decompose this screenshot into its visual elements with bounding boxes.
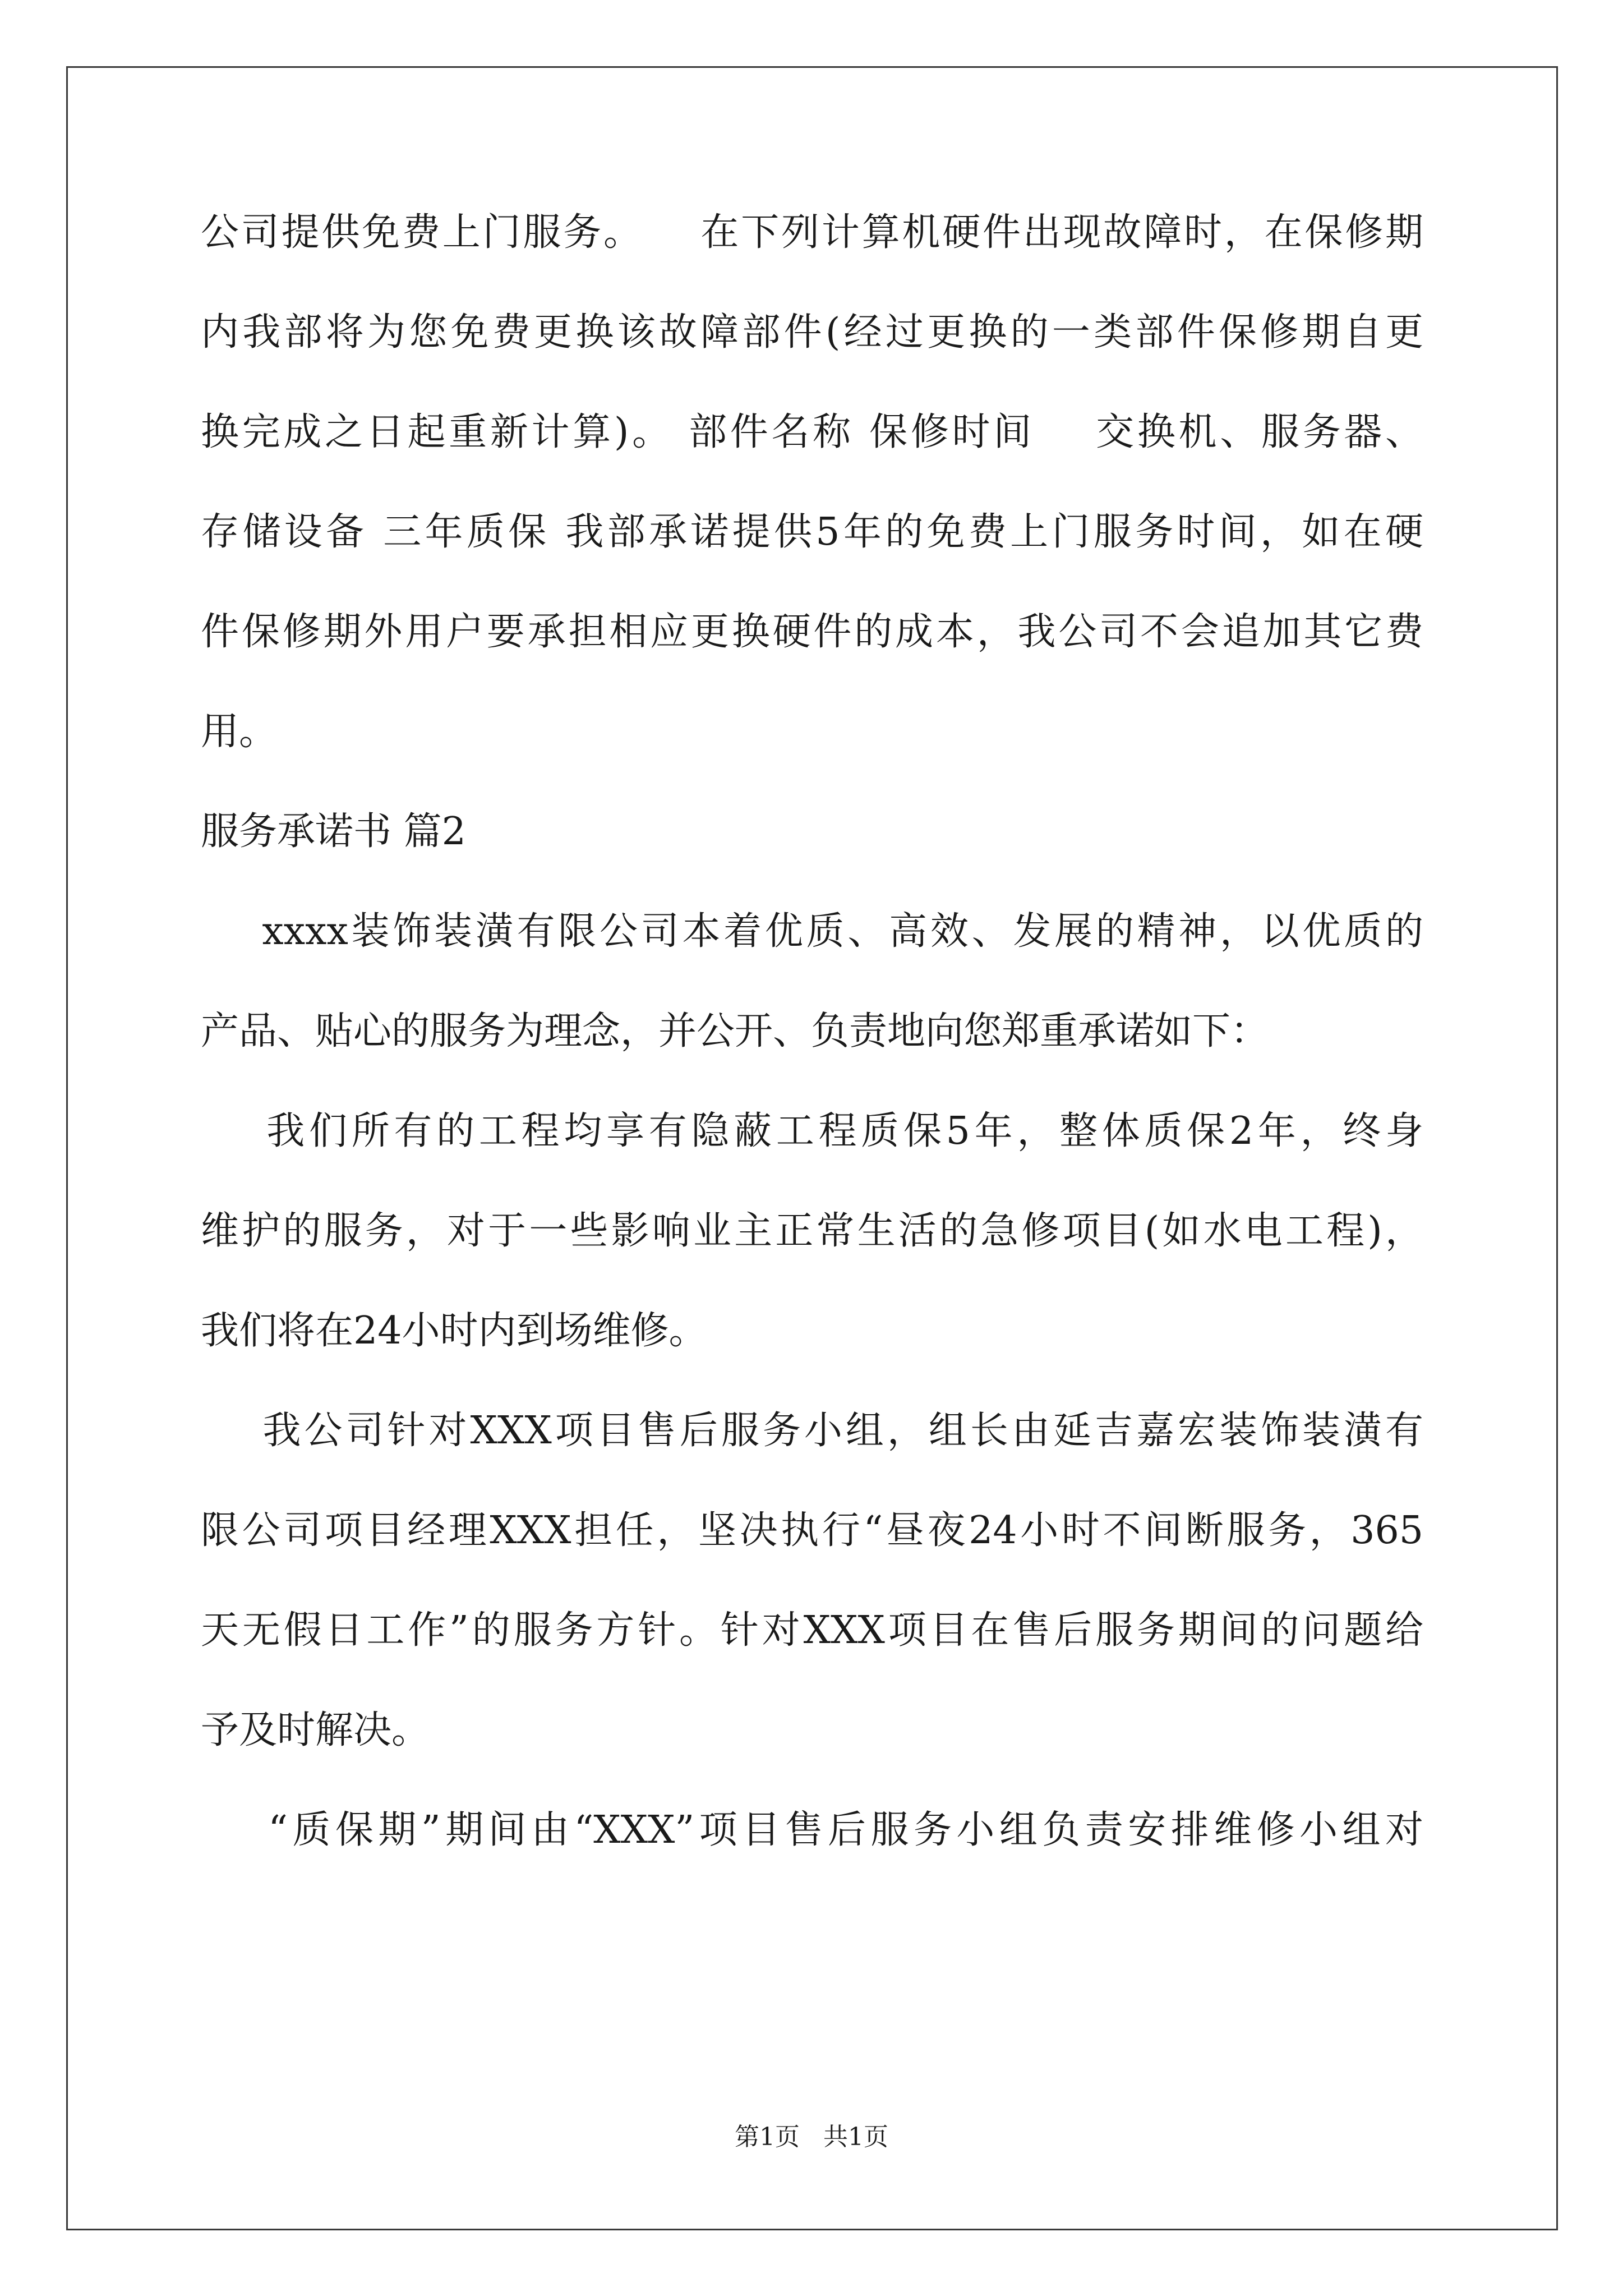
text-line: 我公司针对XXX项目售后服务小组，组长由延吉嘉宏装饰装潢有 — [201, 1409, 1423, 1453]
text-line: 予及时解决。 — [201, 1708, 430, 1752]
text-line: 我们所有的工程均享有隐蔽工程质保5年，整体质保2年，终身 — [201, 1109, 1423, 1153]
text-line: xxxx装饰装潢有限公司本着优质、高效、发展的精神，以优质的 — [201, 909, 1423, 954]
text-line: “质保期”期间由“XXX”项目售后服务小组负责安排维修小组对 — [201, 1808, 1423, 1852]
text-line: 存储设备 三年质保 我部承诺提供5年的免费上门服务时间，如在硬 — [201, 510, 1423, 554]
text-line: 用。 — [201, 710, 278, 754]
text-line: 件保修期外用户要承担相应更换硬件的成本，我公司不会追加其它费 — [201, 610, 1423, 654]
section-heading: 服务承诺书 篇2 — [201, 809, 466, 854]
page-footer: 第1页 共1页 — [735, 2123, 888, 2151]
text-line: 我们将在24小时内到场维修。 — [201, 1309, 707, 1353]
text-line: 公司提供免费上门服务。 在下列计算机硬件出现故障时，在保修期 — [201, 210, 1423, 255]
text-line: 内我部将为您免费更换该故障部件(经过更换的一类部件保修期自更 — [201, 310, 1423, 355]
text-line: 换完成之日起重新计算)。 部件名称 保修时间 交换机、服务器、 — [201, 410, 1423, 454]
text-line: 产品、贴心的服务为理念，并公开、负责地向您郑重承诺如下： — [201, 1009, 1269, 1053]
text-line: 天无假日工作”的服务方针。针对XXX项目在售后服务期间的问题给 — [201, 1608, 1423, 1653]
text-line: 限公司项目经理XXX担任，坚决执行“昼夜24小时不间断服务，365 — [201, 1508, 1423, 1553]
text-line: 维护的服务，对于一些影响业主正常生活的急修项目(如水电工程)， — [201, 1209, 1423, 1253]
